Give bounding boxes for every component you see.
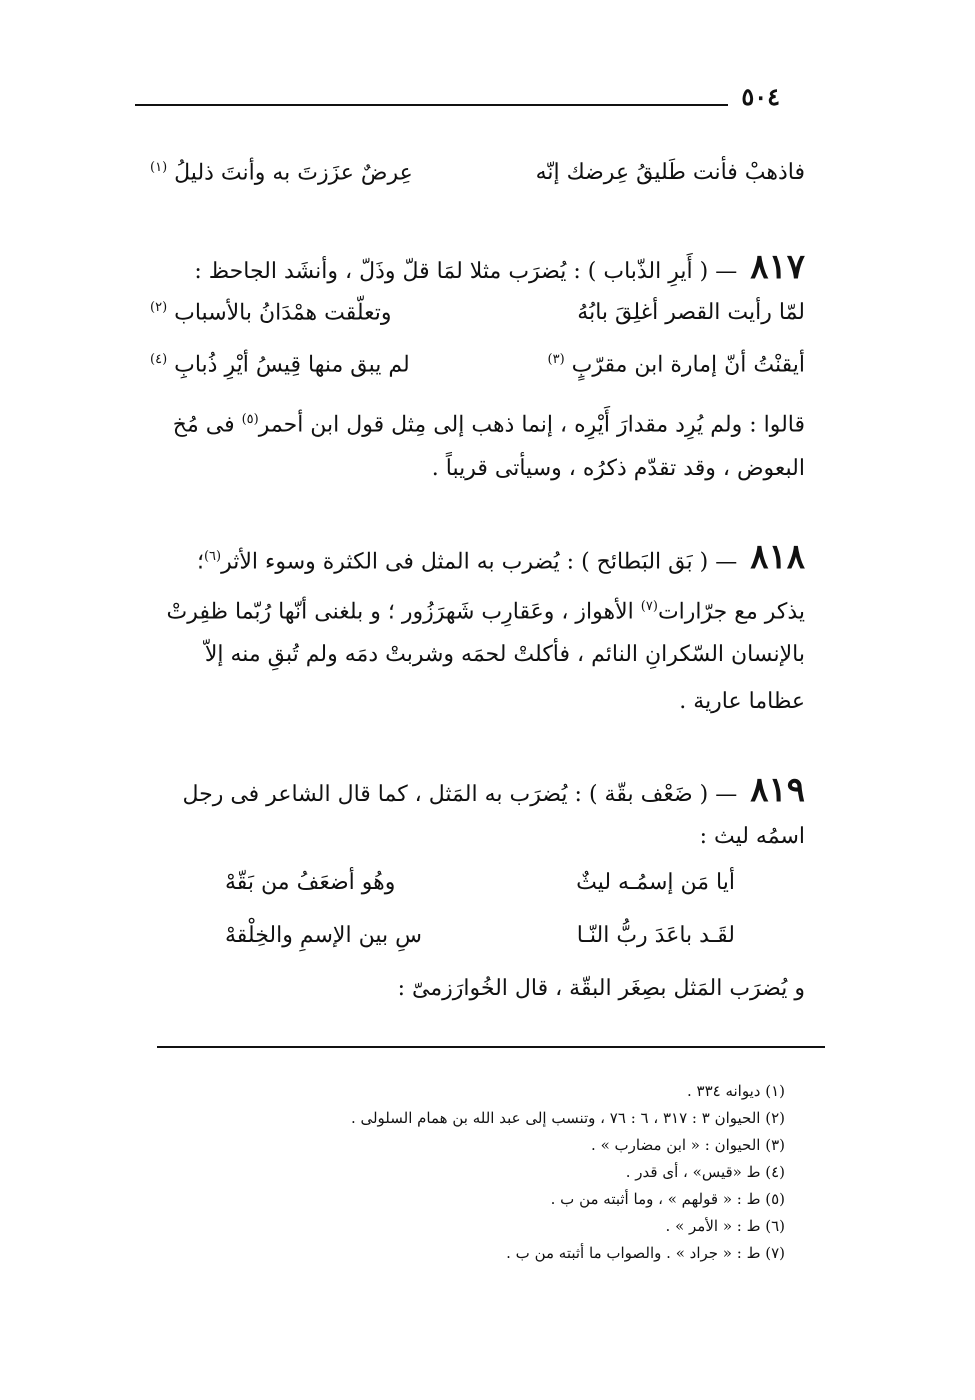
footnote-ref: (١): [150, 160, 168, 175]
verse-hemistich-second: [150, 300, 392, 325]
entry-817-line-1: [150, 247, 805, 289]
entry-818-line-1: [150, 537, 805, 579]
footnote: (٥) ط : « قولهم » ، وما أثبته من ب .: [550, 1190, 785, 1208]
footnote: (٣) الحيوان : « ابن مضارب » .: [591, 1136, 785, 1154]
entry-text: اسمُه ليث :: [699, 824, 805, 849]
entry-text: و يُضرَب المَثل بصِغَر البقّة ، قال الخُوارَزمىّ :: [397, 976, 805, 1001]
entry-817-line-3: [150, 452, 805, 486]
verse-hemistich-text: لم يبق منها قِيسُ أيْرِ ذُبابِ: [174, 352, 410, 378]
footnote-ref: (٤): [150, 352, 168, 367]
verse-hemistich-second: سِ بين الإسمِ والخِلْقهْ: [225, 923, 422, 948]
entry-819-poem-2: [225, 923, 735, 963]
footnote-ref: (٢): [150, 300, 168, 315]
verse-hemistich-text: أيقنْتُ أنّ إمارة ابن مقرّبٍ: [571, 352, 805, 378]
page-number: ٥٠٤: [741, 82, 780, 111]
entry-number: ٨١٧: [750, 247, 805, 287]
entry-text: الأهواز ، وعَقارِب شَهرَزُور ؛ و بلغنى أنّها رُبّما ظفِرتْ: [166, 599, 634, 625]
footnote-ref: (٥): [241, 412, 259, 427]
header-rule: [135, 104, 728, 106]
footnote: (٢) الحيوان ٣ : ٣١٧ ، ٦ : ٧٦ ، وتنسب إلى عبد الله بن همام السلولى .: [350, 1109, 785, 1127]
entry-819-line-1: [150, 770, 805, 812]
entry-819-line-2: [150, 820, 805, 854]
entry-text: — ( ضَعْف بقّة ) : يُضرَب به المَثل ، كما قال الشاعر فى رجل: [182, 782, 738, 807]
footnote-ref: (٧): [640, 599, 658, 614]
entry-text: قالوا : ولم يُرِد مقدارَ أَيْرِه ، إنما ذهب إلى مِثل قول ابن أحمر: [258, 412, 805, 438]
entry-text: فى مُخ: [172, 412, 235, 438]
verse-hemistich-first: لقَـد باعَدَ ربُّ النّـا: [576, 923, 735, 948]
verse-hemistich-first: [548, 352, 805, 377]
verse-hemistich-second: وهُو أضعَفُ من بَقّهْ: [225, 870, 396, 895]
verse-hemistich-first: أيا مَن إسمُـه ليثٌ: [576, 870, 735, 895]
entry-number: ٨١٨: [750, 537, 805, 578]
entry-818-line-4: [150, 685, 805, 719]
footnote: (٤) ط «قيس» ، أى قدر .: [625, 1163, 785, 1181]
entry-text: يذكر مع جرّارات: [657, 599, 805, 625]
footnote: (١) ديوانه ٣٣٤ .: [686, 1082, 785, 1100]
entry-text: بالإنسان السّكرانِ النائم ، فأكلتْ لحمَه وشربتْ دمَه ولم تُبقِ منه إلاّ: [204, 642, 805, 667]
footnote-ref: (٣): [547, 352, 565, 367]
entry-817-verse-2: [150, 352, 805, 392]
verse-hemistich-second: [150, 160, 413, 185]
entry-817-verse-1: [150, 300, 805, 340]
footnote-ref: (٦): [203, 549, 222, 564]
opening-verse: [150, 160, 805, 200]
entry-819-line-3: [150, 972, 805, 1006]
verse-hemistich-second: [150, 352, 410, 377]
footnote: (٧) ط : « جراد » . والصواب ما أثبته من ب .: [506, 1244, 785, 1262]
entry-text: البعوض ، وقد تقدّم ذكرُه ، وسيأتى قريباً .: [431, 456, 805, 481]
footnote: (٦) ط : « الأمر » .: [665, 1217, 785, 1235]
footnotes: [150, 1078, 785, 1267]
footnote-rule: [157, 1046, 825, 1048]
entry-text: — ( بَق البَطائح ) : يُضرب به المثل فى الكثرة وسوء الأثر: [221, 549, 738, 575]
verse-hemistich-text: عِرضٌ عزَزتَ به وأنتَ ذليلُ: [174, 160, 413, 186]
entry-818-line-3: [150, 638, 805, 672]
verse-hemistich-first: لمّا رأيت القصر أغلِقَ بابُهُ: [577, 300, 805, 325]
entry-text: ؛: [196, 549, 204, 575]
entry-text: عظاما عارية .: [679, 689, 805, 714]
entry-817-line-2: [150, 403, 805, 442]
entry-number: ٨١٩: [750, 770, 805, 810]
entry-818-line-2: [150, 590, 805, 629]
entry-819-poem-1: [225, 870, 735, 910]
verse-hemistich-text: وتعلّقت همْدَانُ بالأسباب: [174, 300, 392, 326]
verse-hemistich-first: فاذهبْ فأنت طَليقُ عِرضك إنّه: [535, 160, 805, 185]
page-header: [135, 82, 780, 122]
entry-text: — ( أَيرِ الذّباب ) : يُضرَب مثلا لمَا قلّ وذَلّ ، وأنشَد الجاحظ :: [194, 259, 738, 284]
